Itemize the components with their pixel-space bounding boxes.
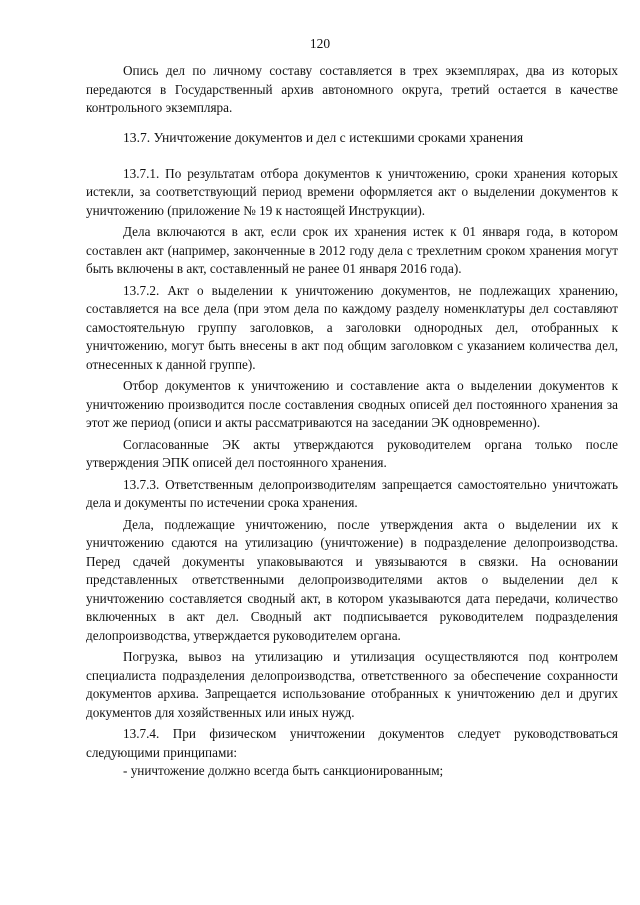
paragraph-inclusion-rule: Дела включаются в акт, если срок их хранения истек к 01 января года, в котором составлен акт (например, законченные в 2012 году дела с трехлетним сроком хранения могут быть включены в акт, составленный не ранее 01 января 2016 года). bbox=[86, 224, 618, 276]
paragraph-13-7-2: 13.7.2. Акт о выделении к уничтожению документов, не подлежащих хранению, составляется на все дела (при этом дела по каждому разделу номенклатуры дел составляют самостоятельную группу заголовков, а заголовки однородных дел, отобранных к уничтожению, могут быть внесены в акт под общим заголовком с указанием количества дел, отнесенных к данной группе). bbox=[86, 282, 618, 372]
document-body bbox=[86, 62, 618, 781]
paragraph-approval: Согласованные ЭК акты утверждаются руководителем органа только после утверждения ЭПК описей дел постоянного хранения. bbox=[86, 436, 618, 470]
page-number: 120 bbox=[309, 36, 331, 51]
paragraph-13-7-4: 13.7.4. При физическом уничтожении документов следует руководствоваться следующими принципами: bbox=[86, 726, 618, 760]
paragraph-personnel-inventory: Опись дел по личному составу составляется в трех экземплярах, два из которых передаются в Государственный архив автономного округа, третий остается в качестве контрольного экземпляра. bbox=[86, 63, 618, 115]
paragraph-13-7-3: 13.7.3. Ответственным делопроизводителям запрещается самостоятельно уничтожать дела и документы по истечении срока хранения. bbox=[86, 476, 618, 510]
section-heading-13-7: 13.7. Уничтожение документов и дел с истекшими сроками хранения bbox=[123, 129, 524, 145]
paragraph-selection-order: Отбор документов к уничтожению и составление акта о выделении документов к уничтожению производится после составления сводных описей дел постоянного хранения за этот же период (описи и акты рассматриваются на заседании ЭК одновременно). bbox=[86, 378, 618, 430]
paragraph-transport-control: Погрузка, вывоз на утилизацию и утилизация осуществляются под контролем специалиста подразделения делопроизводства, ответственного за обеспечение сохранности документов архива. Запрещается использование отобранных к уничтожению дел и других документов для хозяйственных или иных нужд. bbox=[86, 649, 618, 720]
list-item: - уничтожение должно всегда быть санкционированным; bbox=[123, 763, 444, 778]
paragraph-13-7-1: 13.7.1. По результатам отбора документов к уничтожению, сроки хранения которых истекли, за соответствующий период времени оформляется акт о выделении документов к уничтожению (приложение № 19 к настоящей Инструкции). bbox=[86, 165, 618, 218]
paragraph-disposal-procedure: Дела, подлежащие уничтожению, после утверждения акта о выделении их к уничтожению сдаются на утилизацию (уничтожение) в подразделение делопроизводства. Перед сдачей документы упаковываются и увязываются в связки. На основании представленных ответственными делопроизводителями актов о выделении дел к уничтожению составляется сводный акт, в котором указываются дата передачи, количество включенных в акт дел. Сводный акт подписывается руководителем подразделения делопроизводства, утверждается руководителем органа. bbox=[86, 516, 618, 643]
